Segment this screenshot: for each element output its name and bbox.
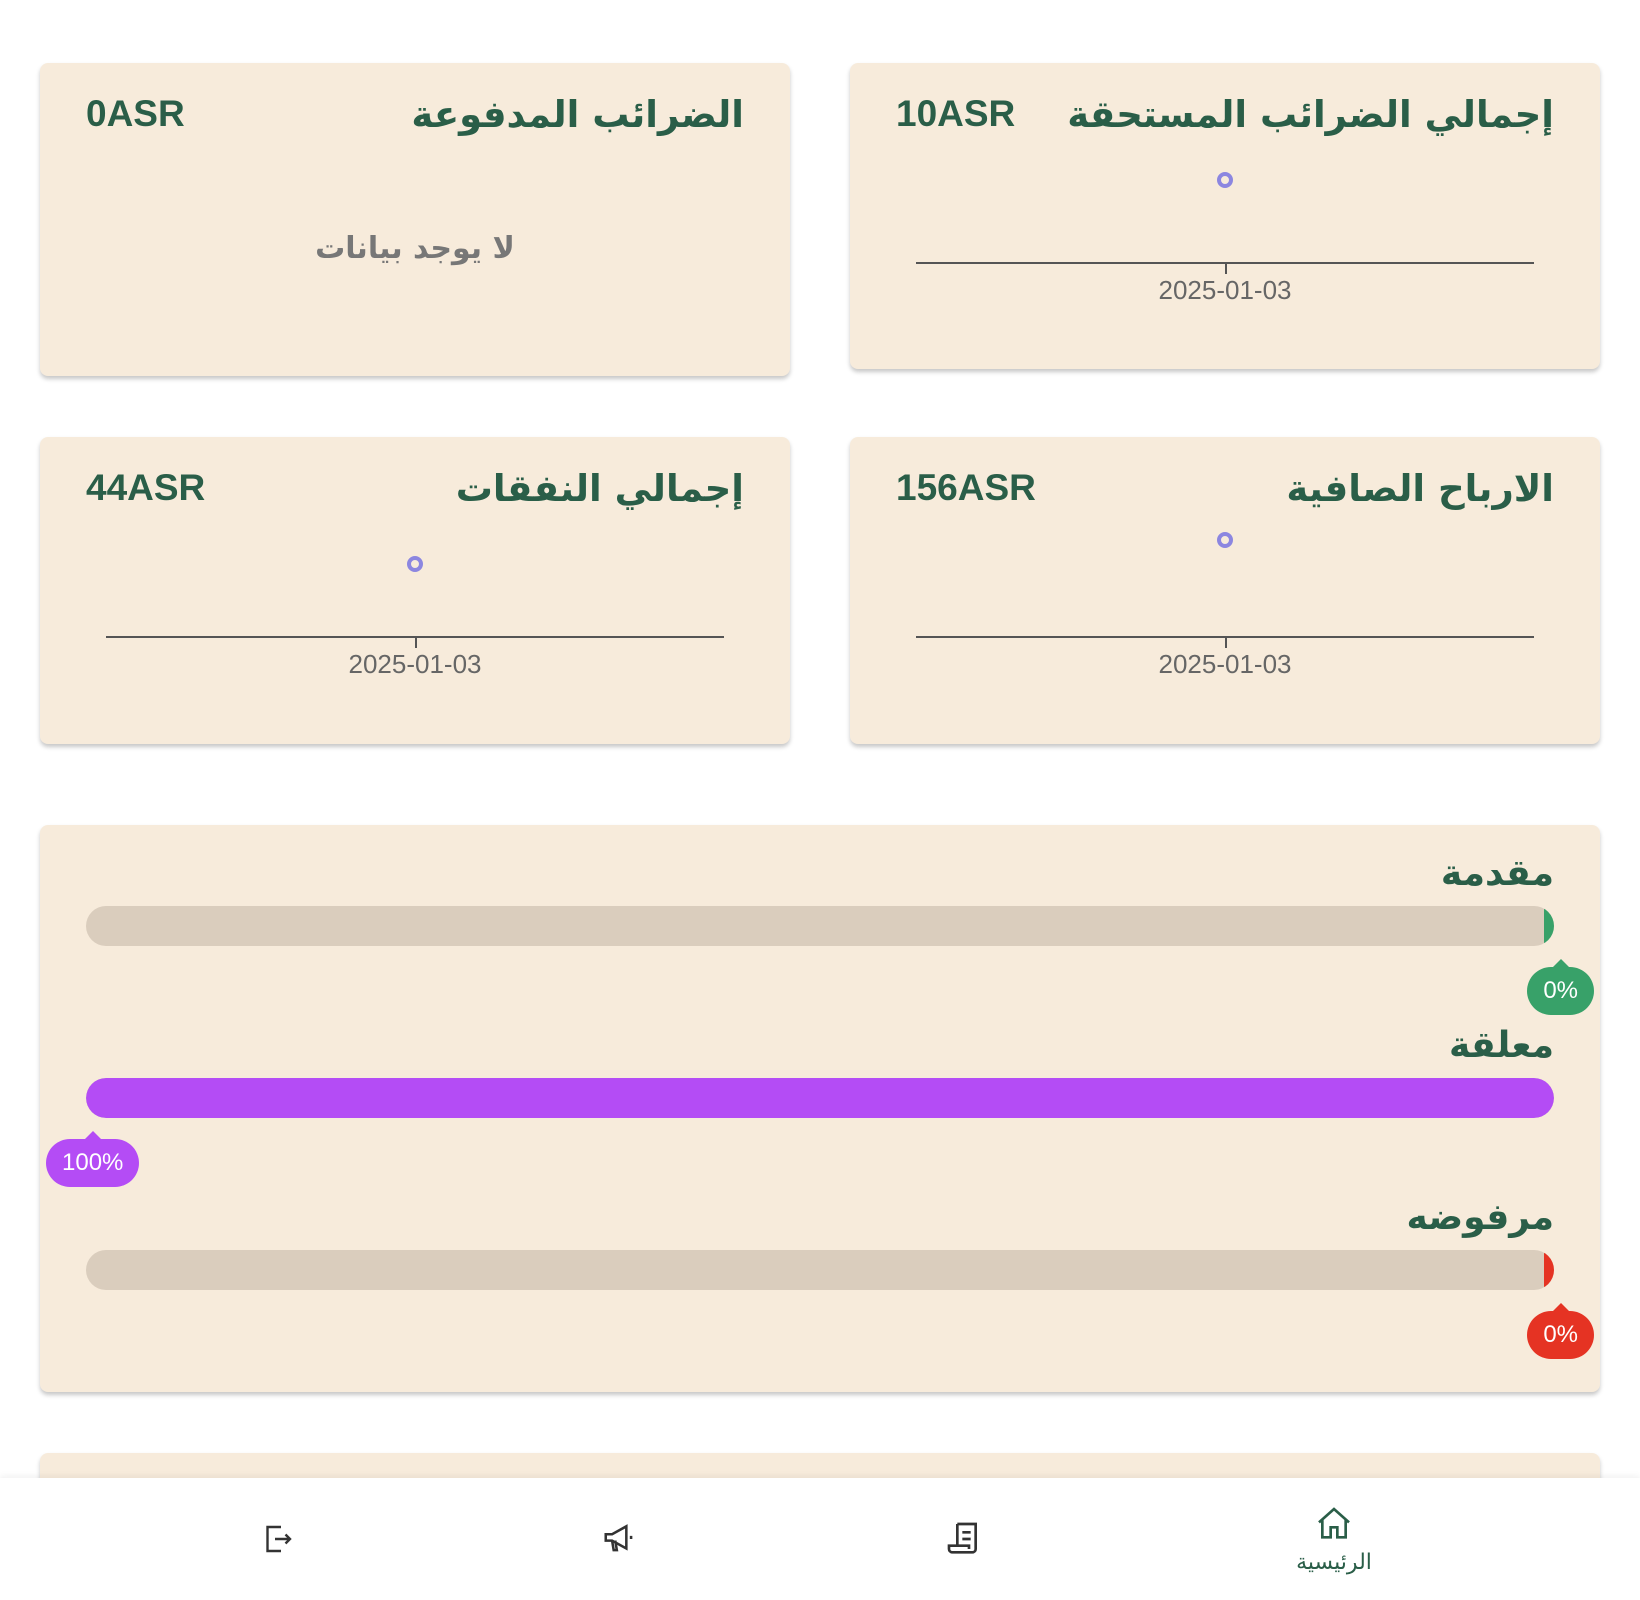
nav-announcements[interactable] xyxy=(540,1478,700,1600)
card-expenses xyxy=(40,437,790,744)
bottom-nav xyxy=(0,1478,1640,1600)
card-taxes-due xyxy=(850,63,1600,369)
card-value: 0ASR xyxy=(86,93,185,134)
card-title: الضرائب المدفوعة xyxy=(411,93,744,136)
nav-invoices[interactable] xyxy=(884,1478,1044,1600)
no-data-text: لا يوجد بيانات xyxy=(315,231,515,266)
home-icon xyxy=(1314,1504,1354,1544)
card-title: إجمالي الضرائب المستحقة xyxy=(1067,93,1554,136)
x-axis xyxy=(106,636,724,638)
badge-rejected: 0% xyxy=(1527,1311,1594,1359)
card-value: 44ASR xyxy=(86,467,206,508)
megaphone-icon xyxy=(601,1520,639,1558)
data-point xyxy=(1217,172,1233,188)
progress-submitted xyxy=(86,906,1554,946)
nav-logout[interactable] xyxy=(198,1478,358,1600)
badge-pending: 100% xyxy=(46,1139,139,1187)
x-axis xyxy=(916,636,1534,638)
x-tick-label: 2025-01-03 xyxy=(1158,649,1292,679)
x-axis xyxy=(916,262,1534,264)
receipt-icon xyxy=(944,1519,984,1559)
x-tick-label: 2025-01-03 xyxy=(1158,275,1292,305)
progress-fill xyxy=(86,1078,1554,1118)
status-card xyxy=(40,825,1600,1392)
data-point xyxy=(1217,532,1233,548)
progress-fill xyxy=(1544,1250,1554,1290)
progress-pending xyxy=(86,1078,1554,1118)
status-label-submitted: مقدمة xyxy=(1440,853,1554,894)
progress-fill xyxy=(1544,906,1554,946)
nav-home-label: الرئيسية xyxy=(1296,1549,1372,1575)
card-title: الارباح الصافية xyxy=(1286,467,1554,510)
data-point xyxy=(407,556,423,572)
status-label-pending: معلقة xyxy=(1448,1025,1554,1066)
logout-icon xyxy=(260,1521,296,1557)
card-title: إجمالي النفقات xyxy=(455,467,744,510)
card-taxes-paid xyxy=(40,63,790,376)
progress-rejected xyxy=(86,1250,1554,1290)
x-tick-label: 2025-01-03 xyxy=(348,649,482,679)
card-net-profit xyxy=(850,437,1600,744)
nav-home[interactable] xyxy=(1254,1478,1414,1600)
card-value: 10ASR xyxy=(896,93,1016,134)
status-label-rejected: مرفوضه xyxy=(1406,1197,1554,1238)
card-value: 156ASR xyxy=(896,467,1036,508)
badge-submitted: 0% xyxy=(1527,967,1594,1015)
